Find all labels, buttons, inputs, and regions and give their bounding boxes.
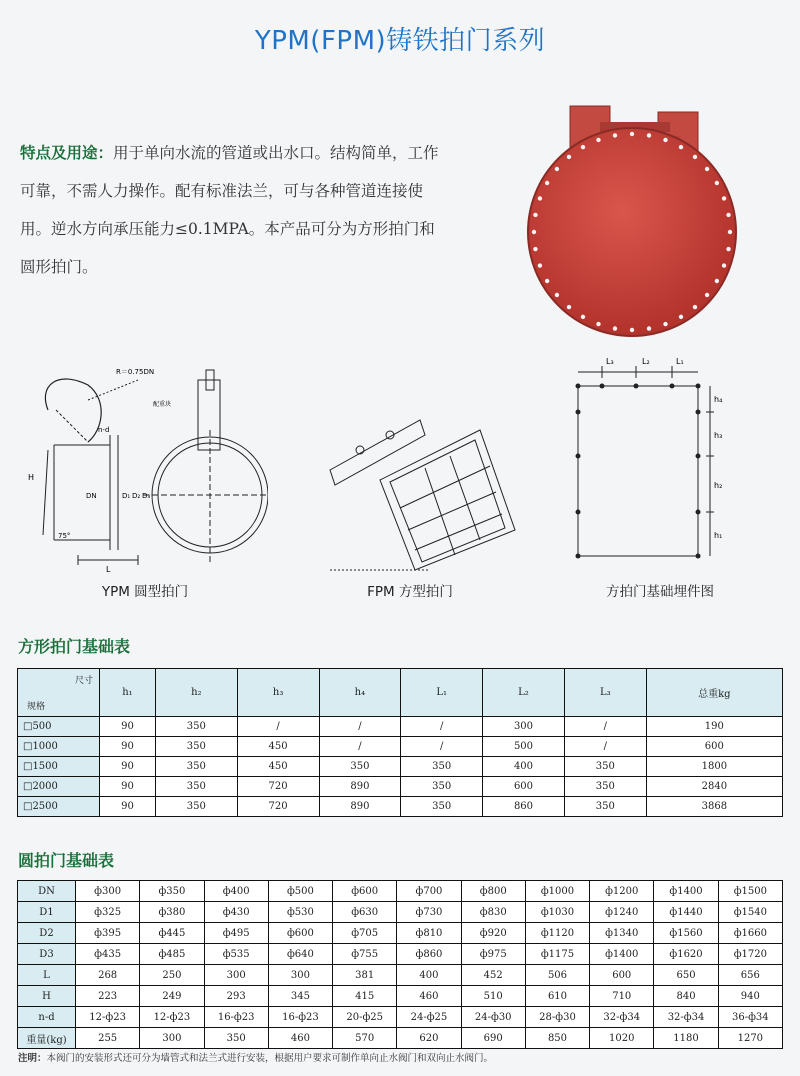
flange-bolt bbox=[596, 138, 600, 142]
embed-label-l2: L₂ bbox=[642, 357, 650, 366]
flange-bolt bbox=[647, 133, 651, 137]
table-cell: 710 bbox=[590, 986, 654, 1007]
flange-bolt bbox=[555, 167, 559, 171]
flange-bolt bbox=[545, 181, 549, 185]
table-cell: 3868 bbox=[646, 797, 782, 817]
ypm-label-nd: n-d bbox=[98, 426, 110, 434]
corner-top: 尺寸 bbox=[74, 676, 93, 686]
table-cell: ф1120 bbox=[525, 923, 589, 944]
table-cell: 850 bbox=[525, 1028, 589, 1049]
table-cell: 249 bbox=[140, 986, 204, 1007]
square-gate-table bbox=[17, 668, 783, 817]
fpm-caption: FPM 方型拍门 bbox=[367, 584, 453, 600]
table-cell: ф830 bbox=[461, 902, 525, 923]
ypm-label-hinge: 配重块 bbox=[153, 401, 172, 408]
table-cell: ф800 bbox=[461, 881, 525, 902]
table-cell: ф350 bbox=[140, 881, 204, 902]
table-cell: 452 bbox=[461, 965, 525, 986]
embed-label-h1: h₁ bbox=[714, 531, 723, 540]
table-cell: / bbox=[319, 717, 401, 737]
square-table-corner bbox=[18, 669, 100, 717]
ypm-label-d3: D₃ bbox=[142, 492, 151, 500]
flange-bolt bbox=[630, 328, 634, 332]
table-cell: 350 bbox=[319, 757, 401, 777]
table-cell: 1020 bbox=[590, 1028, 654, 1049]
table-row bbox=[18, 902, 783, 923]
table-cell: 400 bbox=[483, 757, 565, 777]
flange-bolt bbox=[679, 145, 683, 149]
flange-bolt bbox=[693, 305, 697, 309]
table-cell: 16-ф23 bbox=[268, 1007, 332, 1028]
table-cell: / bbox=[401, 717, 483, 737]
table-cell: 350 bbox=[401, 757, 483, 777]
square-table-header: h₂ bbox=[155, 669, 237, 717]
table-cell: 350 bbox=[155, 737, 237, 757]
table-cell: ф630 bbox=[333, 902, 397, 923]
table-cell: ф1400 bbox=[654, 881, 718, 902]
table-row bbox=[18, 797, 783, 817]
ypm-label-dn: DN bbox=[86, 492, 97, 500]
table-row bbox=[18, 944, 783, 965]
table-cell: 350 bbox=[564, 777, 646, 797]
flange-bolt bbox=[555, 293, 559, 297]
table-cell: 350 bbox=[204, 1028, 268, 1049]
round-table-label: D2 bbox=[18, 923, 76, 944]
table-cell: ф1000 bbox=[525, 881, 589, 902]
table-cell: 90 bbox=[100, 717, 156, 737]
table-cell: 300 bbox=[140, 1028, 204, 1049]
table-cell: ф1440 bbox=[654, 902, 718, 923]
flange-bolt bbox=[715, 279, 719, 283]
flange-bolt bbox=[532, 230, 536, 234]
round-flap-gate-photo bbox=[520, 100, 745, 340]
table-cell: 506 bbox=[525, 965, 589, 986]
table-row bbox=[18, 777, 783, 797]
flange-bolt bbox=[533, 213, 537, 217]
round-table-label: L bbox=[18, 965, 76, 986]
round-table-label: D1 bbox=[18, 902, 76, 923]
table-cell: ф445 bbox=[140, 923, 204, 944]
table-cell: 350 bbox=[401, 777, 483, 797]
table-cell: 400 bbox=[397, 965, 461, 986]
flange-bolt bbox=[647, 326, 651, 330]
flange-bolt bbox=[722, 196, 726, 200]
table-cell: 600 bbox=[590, 965, 654, 986]
table-cell: ф535 bbox=[204, 944, 268, 965]
table-cell: 300 bbox=[268, 965, 332, 986]
flange-bolt bbox=[715, 181, 719, 185]
table-cell: ф860 bbox=[397, 944, 461, 965]
flange-bolt bbox=[613, 133, 617, 137]
table-cell: ф1500 bbox=[718, 881, 782, 902]
flange-bolt bbox=[705, 293, 709, 297]
square-table-header-row bbox=[18, 669, 783, 717]
table-cell: ф430 bbox=[204, 902, 268, 923]
table-row bbox=[18, 717, 783, 737]
square-table-header: L₂ bbox=[483, 669, 565, 717]
square-table-spec: □1500 bbox=[18, 757, 100, 777]
flange-bolt bbox=[567, 155, 571, 159]
ypm-label-l: L bbox=[106, 565, 111, 574]
table-cell: ф1400 bbox=[590, 944, 654, 965]
table-row bbox=[18, 923, 783, 944]
ypm-label-h: H bbox=[28, 473, 35, 482]
ypm-label-angle: 75° bbox=[58, 532, 71, 540]
table-cell: 223 bbox=[76, 986, 140, 1007]
flange-bolt bbox=[726, 213, 730, 217]
table-cell: / bbox=[564, 717, 646, 737]
table-cell: 720 bbox=[237, 797, 319, 817]
features-label: 特点及用途： bbox=[20, 144, 114, 162]
embed-label-h4: h₄ bbox=[714, 395, 723, 404]
flange-bolt bbox=[726, 247, 730, 251]
table-cell: 345 bbox=[268, 986, 332, 1007]
table-cell: ф705 bbox=[333, 923, 397, 944]
table-cell: 860 bbox=[483, 797, 565, 817]
footnote bbox=[18, 1050, 788, 1064]
flange-bolt bbox=[581, 145, 585, 149]
table-cell: ф640 bbox=[268, 944, 332, 965]
table-cell: 90 bbox=[100, 757, 156, 777]
table-cell: ф300 bbox=[76, 881, 140, 902]
table-cell: ф395 bbox=[76, 923, 140, 944]
table-cell: 90 bbox=[100, 777, 156, 797]
square-table-spec: □2000 bbox=[18, 777, 100, 797]
table-cell: ф920 bbox=[461, 923, 525, 944]
table-cell: 500 bbox=[483, 737, 565, 757]
table-cell: 255 bbox=[76, 1028, 140, 1049]
flange-bolt bbox=[663, 322, 667, 326]
corner-bottom: 规格 bbox=[27, 702, 46, 712]
table-cell: 2840 bbox=[646, 777, 782, 797]
table-cell: 300 bbox=[483, 717, 565, 737]
table-cell: / bbox=[401, 737, 483, 757]
ypm-label-d1: D₁ bbox=[122, 492, 131, 500]
table-cell: 890 bbox=[319, 777, 401, 797]
table-cell: 460 bbox=[268, 1028, 332, 1049]
table-row bbox=[18, 1028, 783, 1049]
table-cell: ф435 bbox=[76, 944, 140, 965]
flange-bolt bbox=[693, 155, 697, 159]
embed-label-l3: L₃ bbox=[606, 357, 614, 366]
flange-bolt bbox=[567, 305, 571, 309]
table-cell: 24-ф30 bbox=[461, 1007, 525, 1028]
square-table-spec: □2500 bbox=[18, 797, 100, 817]
table-cell: / bbox=[319, 737, 401, 757]
table-cell: 460 bbox=[397, 986, 461, 1007]
flange-bolt bbox=[533, 247, 537, 251]
table-cell: 293 bbox=[204, 986, 268, 1007]
square-table-header: h₃ bbox=[237, 669, 319, 717]
table-cell: 32-ф34 bbox=[654, 1007, 718, 1028]
table-cell: 90 bbox=[100, 737, 156, 757]
table-cell: 600 bbox=[483, 777, 565, 797]
table-cell: ф730 bbox=[397, 902, 461, 923]
flange-bolt bbox=[581, 315, 585, 319]
table-cell: ф1175 bbox=[525, 944, 589, 965]
table-cell: 890 bbox=[319, 797, 401, 817]
ypm-round-gate-drawing bbox=[18, 360, 268, 575]
table-cell: 350 bbox=[155, 777, 237, 797]
table-cell: 32-ф34 bbox=[590, 1007, 654, 1028]
table-cell: 620 bbox=[397, 1028, 461, 1049]
table-row bbox=[18, 965, 783, 986]
flange-bolt bbox=[538, 263, 542, 267]
table-row bbox=[18, 986, 783, 1007]
table-cell: ф755 bbox=[333, 944, 397, 965]
table-cell: 1800 bbox=[646, 757, 782, 777]
round-gate-table bbox=[17, 880, 783, 1049]
table-cell: 381 bbox=[333, 965, 397, 986]
square-table-header: 总重kg bbox=[646, 669, 782, 717]
table-cell: ф600 bbox=[268, 923, 332, 944]
flange-bolt bbox=[705, 167, 709, 171]
flange-bolt bbox=[663, 138, 667, 142]
table-cell: ф500 bbox=[268, 881, 332, 902]
table-cell: 1270 bbox=[718, 1028, 782, 1049]
table-cell: ф1240 bbox=[590, 902, 654, 923]
table-cell: 610 bbox=[525, 986, 589, 1007]
table-cell: 268 bbox=[76, 965, 140, 986]
table-cell: 350 bbox=[155, 757, 237, 777]
flange-bolt bbox=[613, 326, 617, 330]
table-cell: ф380 bbox=[140, 902, 204, 923]
table-cell: ф700 bbox=[397, 881, 461, 902]
table-cell: ф400 bbox=[204, 881, 268, 902]
square-table-spec: □1000 bbox=[18, 737, 100, 757]
square-table-spec: □500 bbox=[18, 717, 100, 737]
table-cell: ф325 bbox=[76, 902, 140, 923]
ypm-label-r: R＝0.75DN bbox=[116, 368, 155, 376]
table-cell: 650 bbox=[654, 965, 718, 986]
round-table-label: 重量(kg) bbox=[18, 1028, 76, 1049]
page-title: YPM(FPM)铸铁拍门系列 bbox=[254, 26, 546, 56]
table-cell: ф1030 bbox=[525, 902, 589, 923]
table-cell: 300 bbox=[204, 965, 268, 986]
table-cell: 570 bbox=[333, 1028, 397, 1049]
table-cell: ф530 bbox=[268, 902, 332, 923]
table-cell: 600 bbox=[646, 737, 782, 757]
features-paragraph bbox=[20, 134, 450, 286]
table-cell: ф810 bbox=[397, 923, 461, 944]
table-cell: 350 bbox=[155, 717, 237, 737]
table-cell: ф1560 bbox=[654, 923, 718, 944]
table-cell: 90 bbox=[100, 797, 156, 817]
table-cell: 656 bbox=[718, 965, 782, 986]
table-cell: 940 bbox=[718, 986, 782, 1007]
table-cell: 28-ф30 bbox=[525, 1007, 589, 1028]
table-cell: ф1720 bbox=[718, 944, 782, 965]
embed-label-h3: h₃ bbox=[714, 431, 723, 440]
table-cell: ф1660 bbox=[718, 923, 782, 944]
table-cell: 36-ф34 bbox=[718, 1007, 782, 1028]
table-cell: ф485 bbox=[140, 944, 204, 965]
table-cell: 250 bbox=[140, 965, 204, 986]
table-row bbox=[18, 757, 783, 777]
flange-bolt bbox=[679, 315, 683, 319]
table-cell: 510 bbox=[461, 986, 525, 1007]
table-cell: 20-ф25 bbox=[333, 1007, 397, 1028]
table-cell: ф600 bbox=[333, 881, 397, 902]
table-cell: ф1540 bbox=[718, 902, 782, 923]
table-cell: 450 bbox=[237, 737, 319, 757]
table-cell: 840 bbox=[654, 986, 718, 1007]
embed-label-l1: L₁ bbox=[676, 357, 684, 366]
table-cell: 16-ф23 bbox=[204, 1007, 268, 1028]
table-cell: ф1620 bbox=[654, 944, 718, 965]
embed-label-h2: h₂ bbox=[714, 481, 723, 490]
flange-bolt bbox=[545, 279, 549, 283]
table-cell: 12-ф23 bbox=[76, 1007, 140, 1028]
table-cell: 350 bbox=[564, 797, 646, 817]
square-table-header: h₄ bbox=[319, 669, 401, 717]
round-table-label: n-d bbox=[18, 1007, 76, 1028]
table-cell: 350 bbox=[155, 797, 237, 817]
footnote-text: 本阀门的安装形式还可分为墙管式和法兰式进行安装，根据用户要求可制作单向止水阀门和双向止水阀门。 bbox=[46, 1053, 494, 1064]
ypm-label-d2: D₂ bbox=[132, 492, 141, 500]
round-table-title: 圆拍门基础表 bbox=[18, 851, 115, 870]
table-cell: ф1200 bbox=[590, 881, 654, 902]
round-table-label: H bbox=[18, 986, 76, 1007]
embed-caption: 方拍门基础埋件图 bbox=[606, 584, 714, 600]
table-cell: 190 bbox=[646, 717, 782, 737]
fpm-square-gate-drawing bbox=[320, 400, 520, 575]
table-cell: / bbox=[237, 717, 319, 737]
square-table-header: h₁ bbox=[100, 669, 156, 717]
table-row bbox=[18, 737, 783, 757]
square-table-title: 方形拍门基础表 bbox=[18, 637, 131, 656]
table-cell: 1180 bbox=[654, 1028, 718, 1049]
round-table-label: D3 bbox=[18, 944, 76, 965]
table-cell: 720 bbox=[237, 777, 319, 797]
table-cell: 24-ф25 bbox=[397, 1007, 461, 1028]
table-row bbox=[18, 881, 783, 902]
table-cell: 690 bbox=[461, 1028, 525, 1049]
flange-bolt bbox=[728, 230, 732, 234]
square-table-header: L₃ bbox=[564, 669, 646, 717]
table-cell: ф495 bbox=[204, 923, 268, 944]
flange-bolt bbox=[630, 132, 634, 136]
table-cell: ф1340 bbox=[590, 923, 654, 944]
table-cell: 415 bbox=[333, 986, 397, 1007]
table-cell: 450 bbox=[237, 757, 319, 777]
ypm-caption: YPM 圆型拍门 bbox=[101, 584, 189, 600]
flange-bolt bbox=[538, 196, 542, 200]
table-cell: 350 bbox=[564, 757, 646, 777]
footnote-label: 注明： bbox=[18, 1053, 47, 1064]
features-text: 用于单向水流的管道或出水口。结构简单，工作可靠，不需人力操作。配有标准法兰，可与各种管道连接使用。逆水方向承压能力≤0.1MPA。本产品可分为方形拍门和圆形拍门。 bbox=[20, 144, 439, 276]
square-table-header: L₁ bbox=[401, 669, 483, 717]
flange-bolt bbox=[596, 322, 600, 326]
round-table-label: DN bbox=[18, 881, 76, 902]
table-cell: ф975 bbox=[461, 944, 525, 965]
embedded-parts-diagram bbox=[560, 352, 730, 572]
flange-bolt bbox=[722, 263, 726, 267]
table-cell: 12-ф23 bbox=[140, 1007, 204, 1028]
table-cell: / bbox=[564, 737, 646, 757]
table-cell: 350 bbox=[401, 797, 483, 817]
table-row bbox=[18, 1007, 783, 1028]
